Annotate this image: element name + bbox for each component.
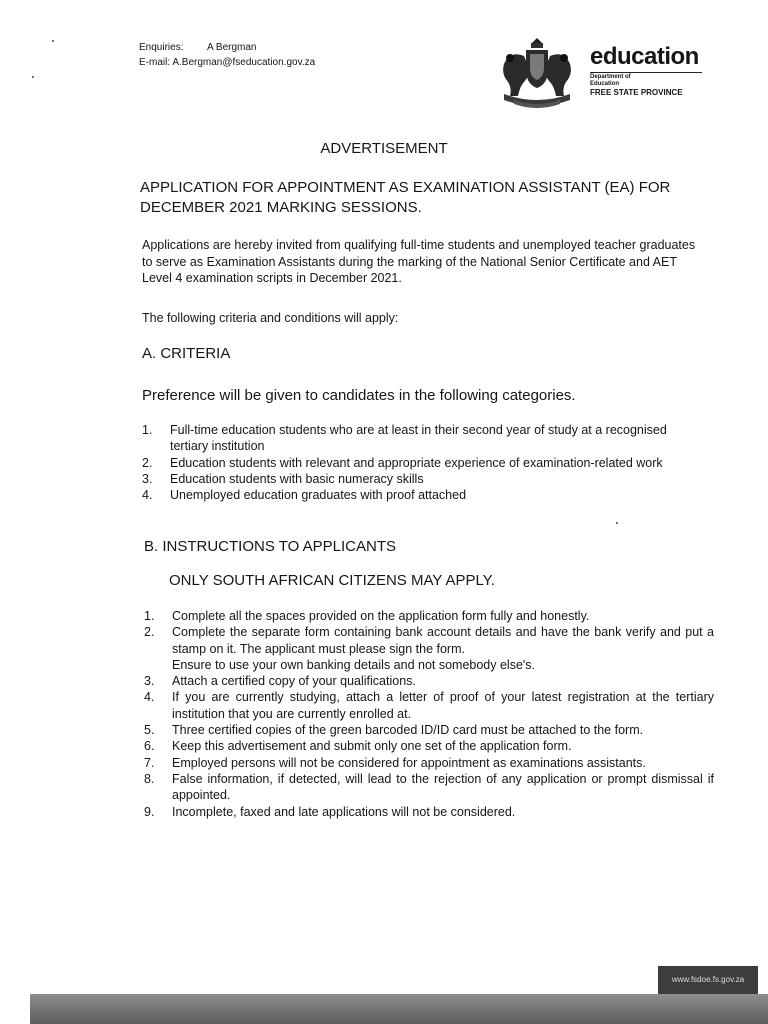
email-line: E-mail: A.Bergman@fseducation.gov.za	[139, 57, 316, 68]
list-item	[144, 738, 714, 754]
coat-of-arms-icon	[490, 34, 585, 109]
list-text: Three certified copies of the green barcoded ID/ID card must be attached to the form.	[172, 723, 644, 738]
page-title: ADVERTISEMENT	[320, 140, 448, 157]
list-number: 8.	[144, 771, 155, 786]
section-a-heading: A. CRITERIA	[142, 345, 231, 362]
list-number: 7.	[144, 755, 155, 770]
dept-line-1: Department of	[590, 74, 631, 80]
criteria-list	[142, 422, 692, 503]
criteria-intro: The following criteria and conditions will apply:	[142, 311, 399, 325]
preference-statement: Preference will be given to candidates in the following categories.	[142, 387, 576, 404]
dept-line-2: Education	[590, 81, 620, 87]
list-item	[142, 455, 692, 471]
list-text: Complete all the spaces provided on the application form fully and honestly.	[172, 609, 590, 623]
province-label: FREE STATE PROVINCE	[590, 88, 683, 97]
citizens-notice: ONLY SOUTH AFRICAN CITIZENS MAY APPLY.	[169, 572, 495, 589]
enquiries-block	[139, 40, 315, 70]
section-b-heading: B. INSTRUCTIONS TO APPLICANTS	[144, 538, 396, 555]
list-text: Education students with basic numeracy skills	[170, 471, 424, 486]
footer-website: www.fsdoe.fs.gov.za	[658, 966, 758, 994]
brand-word: education	[590, 43, 699, 70]
enquiries-label: Enquiries:	[139, 42, 184, 53]
list-text: Incomplete, faxed and late applications will not be considered.	[172, 804, 516, 819]
list-item	[144, 673, 714, 689]
list-text: Employed persons will not be considered for appointment as examinations assistants.	[172, 755, 646, 770]
list-number: 2.	[142, 455, 153, 470]
list-text: Education students with relevant and appropriate experience of examination-related work	[170, 455, 663, 470]
scan-speck	[616, 522, 618, 524]
list-text: If you are currently studying, attach a letter of proof of your latest registration at the tertiary institution that you are currently enrolled at.	[172, 690, 714, 721]
list-item	[144, 771, 714, 804]
list-number: 1.	[144, 609, 155, 623]
enquiries-row	[139, 40, 315, 55]
list-text: Complete the separate form containing bank account details and have the bank verify and put a stamp on it. The applicant must please sign the form.	[172, 625, 714, 656]
advert-heading: APPLICATION FOR APPOINTMENT AS EXAMINATION ASSISTANT (EA) FOR DECEMBER 2021 MARKING SESSIONS.	[140, 179, 671, 216]
list-item	[144, 804, 714, 820]
list-number: 3.	[144, 674, 155, 689]
list-item	[144, 755, 714, 771]
list-text: Full-time education students who are at least in their second year of study at a recognised tertiary institution	[170, 423, 667, 454]
list-item	[144, 624, 714, 673]
list-item	[142, 422, 692, 455]
list-number: 3.	[142, 471, 153, 486]
list-text: Attach a certified copy of your qualifications.	[172, 674, 416, 689]
list-number: 4.	[142, 488, 153, 503]
department-logo	[590, 44, 702, 98]
list-number: 9.	[144, 804, 155, 819]
list-number: 2.	[144, 625, 155, 640]
list-text: Keep this advertisement and submit only one set of the application form.	[172, 739, 572, 754]
brand-divider	[590, 72, 702, 73]
list-item	[144, 722, 714, 738]
scan-speck	[32, 76, 34, 78]
intro-paragraph: Applications are hereby invited from qualifying full-time students and unemployed teacher graduates to serve as Examination Assistants during the marking of the National Senior Certificate and AET Level 4 examination scripts in December 2021.	[142, 238, 696, 285]
list-item	[144, 608, 714, 624]
list-item	[144, 689, 714, 722]
footer-band	[30, 994, 768, 1024]
list-item	[142, 487, 692, 503]
list-number: 1.	[142, 423, 153, 437]
instructions-list	[144, 608, 714, 820]
list-number: 4.	[144, 690, 155, 705]
list-item	[142, 471, 692, 487]
list-text: Unemployed education graduates with proof attached	[170, 488, 467, 503]
enquiries-name: A Bergman	[207, 42, 257, 53]
list-number: 5.	[144, 723, 155, 738]
scan-speck	[52, 40, 54, 42]
list-text: False information, if detected, will lead to the rejection of any application or prompt dismissal if appointed.	[172, 771, 714, 803]
list-number: 6.	[144, 739, 155, 754]
list-text-extra: Ensure to use your own banking details and not somebody else's.	[172, 657, 536, 672]
